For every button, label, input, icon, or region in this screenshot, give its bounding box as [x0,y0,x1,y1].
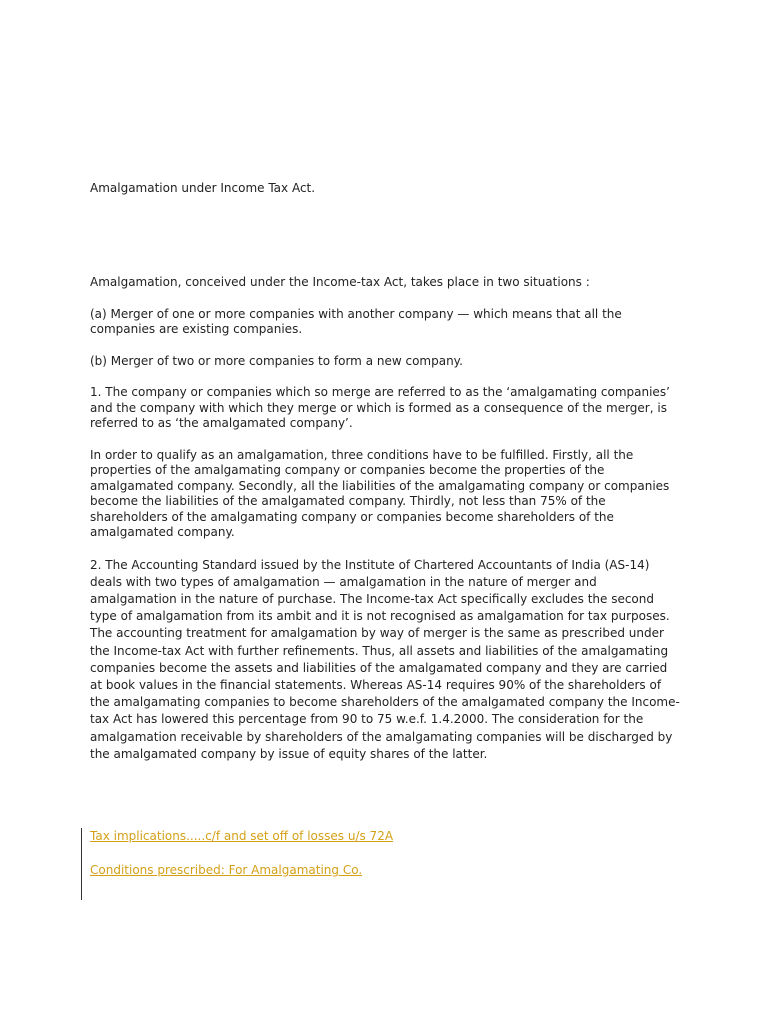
situation-b-paragraph: (b) Merger of two or more companies to form a new company. [90,353,463,368]
situation-a-paragraph: (a) Merger of one or more companies with another company — which means that all the companies are existing companies. [90,306,622,336]
point-2-paragraph: 2. The Accounting Standard issued by the Institute of Chartered Accountants of India (AS-14) deals with two types of amalgamation — amalgamation in the nature of merger and amalgamation in the nature of purchase. The Income-tax Act specifically excludes the second type of amalgamation from its ambit and it is not recognised as amalgamation for tax purposes. The accounting treatment for amalgamation by way of merger is the same as prescribed under the Income-tax Act with further refinements. Thus, all assets and liabilities of the amalgamating companies become the assets and liabilities of the amalgamated company and they are carried at book values in the financial statements. Whereas AS-14 requires 90% of the shareholders of the amalgamating companies to become shareholders of the amalgamated company the Income-tax Act has lowered this percentage from 90 to 75 w.e.f. 1.4.2000. The consideration for the amalgamation receivable by shareholders of the amalgamating companies will be discharged by the amalgamated company by issue of equity shares of the latter. [90,557,680,761]
conditions-paragraph: In order to qualify as an amalgamation, three conditions have to be fulfilled. Firstly, all the properties of the amalgamating company or companies become the properties of the amalgamated company. Secondly, all the liabilities of the amalgamating company or companies become the liabilities of the amalgamated company. Thirdly, not less than 75% of the shareholders of the amalgamating company or companies become shareholders of the amalgamated company. [90,447,670,539]
document-title: Amalgamation under Income Tax Act. [90,181,316,195]
related-links [81,828,393,900]
point-1-paragraph: 1. The company or companies which so merge are referred to as the ‘amalgamating companies’ and the company with which they merge or which is formed as a consequence of the merger, is referred to as ‘the amalgamated company’. [90,385,670,430]
intro-paragraph: Amalgamation, conceived under the Income-tax Act, takes place in two situations : [90,275,590,289]
document-body [90,275,680,779]
link-tax-implications[interactable]: Tax implications.....c/f and set off of losses u/s 72A [90,829,394,843]
link-conditions-prescribed[interactable]: Conditions prescribed: For Amalgamating Co. [90,863,363,877]
